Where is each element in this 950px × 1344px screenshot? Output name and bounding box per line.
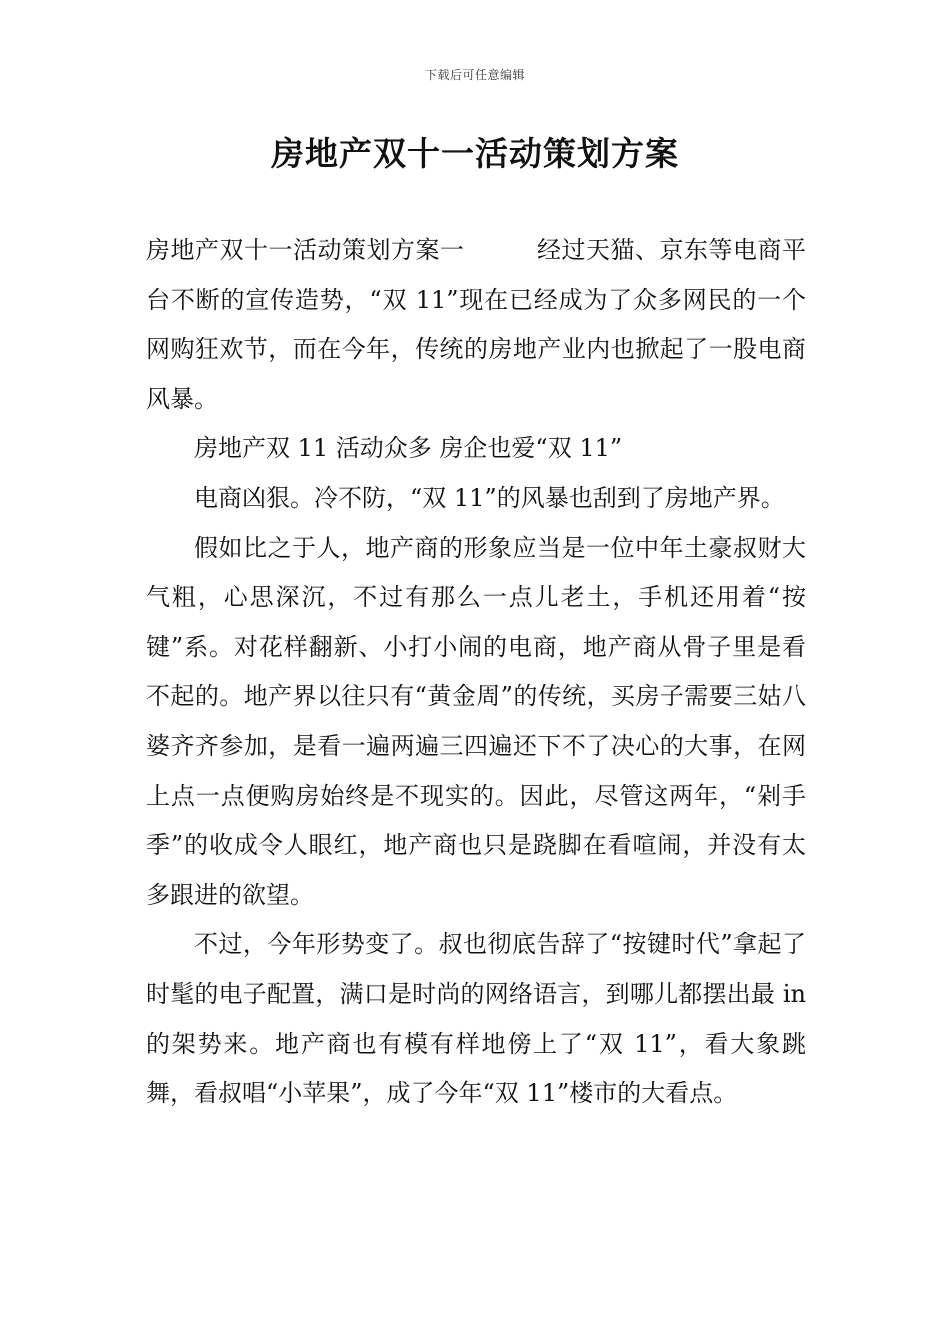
body-paragraph-1: 电商凶狠。冷不防，“双 11”的风暴也刮到了房地产界。 xyxy=(194,483,785,512)
section-heading-paragraph: 房地产双 11 活动众多 房企也爱“双 11” xyxy=(194,434,623,463)
document-title: 房地产双十一活动策划方案 xyxy=(271,134,679,173)
body-paragraph-2: 假如比之于人，地产商的形象应当是一位中年土豪叔财大气粗，心思深沉，不过有那么一点儿老土，手机还用着“按键”系。对花样翻新、小打小闹的电商，地产商从骨子里是看不起的。地产界以往只有“黄金周”的传统，买房子需要三姑八婆齐齐参加，是看一遍两遍三四遍还下不了决心的大事，在网上点一点便购房始终是不现实的。因此，尽管这两年，“剁手季”的收成令人眼红，地产商也只是跷脚在看喧闹，并没有太多跟进的欲望。 xyxy=(146,533,806,909)
document-body xyxy=(146,226,806,1119)
intro-text: 经过天猫、京东等电商平台不断的宣传造势，“双 11”现在已经成为了众多网民的一个网购狂欢节，而在今年，传统的房地产业内也掀起了一股电商风暴。 xyxy=(146,236,806,413)
body-paragraph-3: 不过，今年形势变了。叔也彻底告辞了“按键时代”拿起了时髦的电子配置，满口是时尚的网络语言，到哪儿都摆出最 in 的架势来。地产商也有模有样地傍上了“双 11”，看大象跳舞，看叔唱“小苹果”，成了今年“双 11”楼市的大看点。 xyxy=(146,930,806,1108)
header-note: 下载后可任意编辑 xyxy=(424,68,525,82)
intro-paragraph xyxy=(146,226,806,424)
intro-lead: 房地产双十一活动策划方案一 xyxy=(146,236,465,264)
